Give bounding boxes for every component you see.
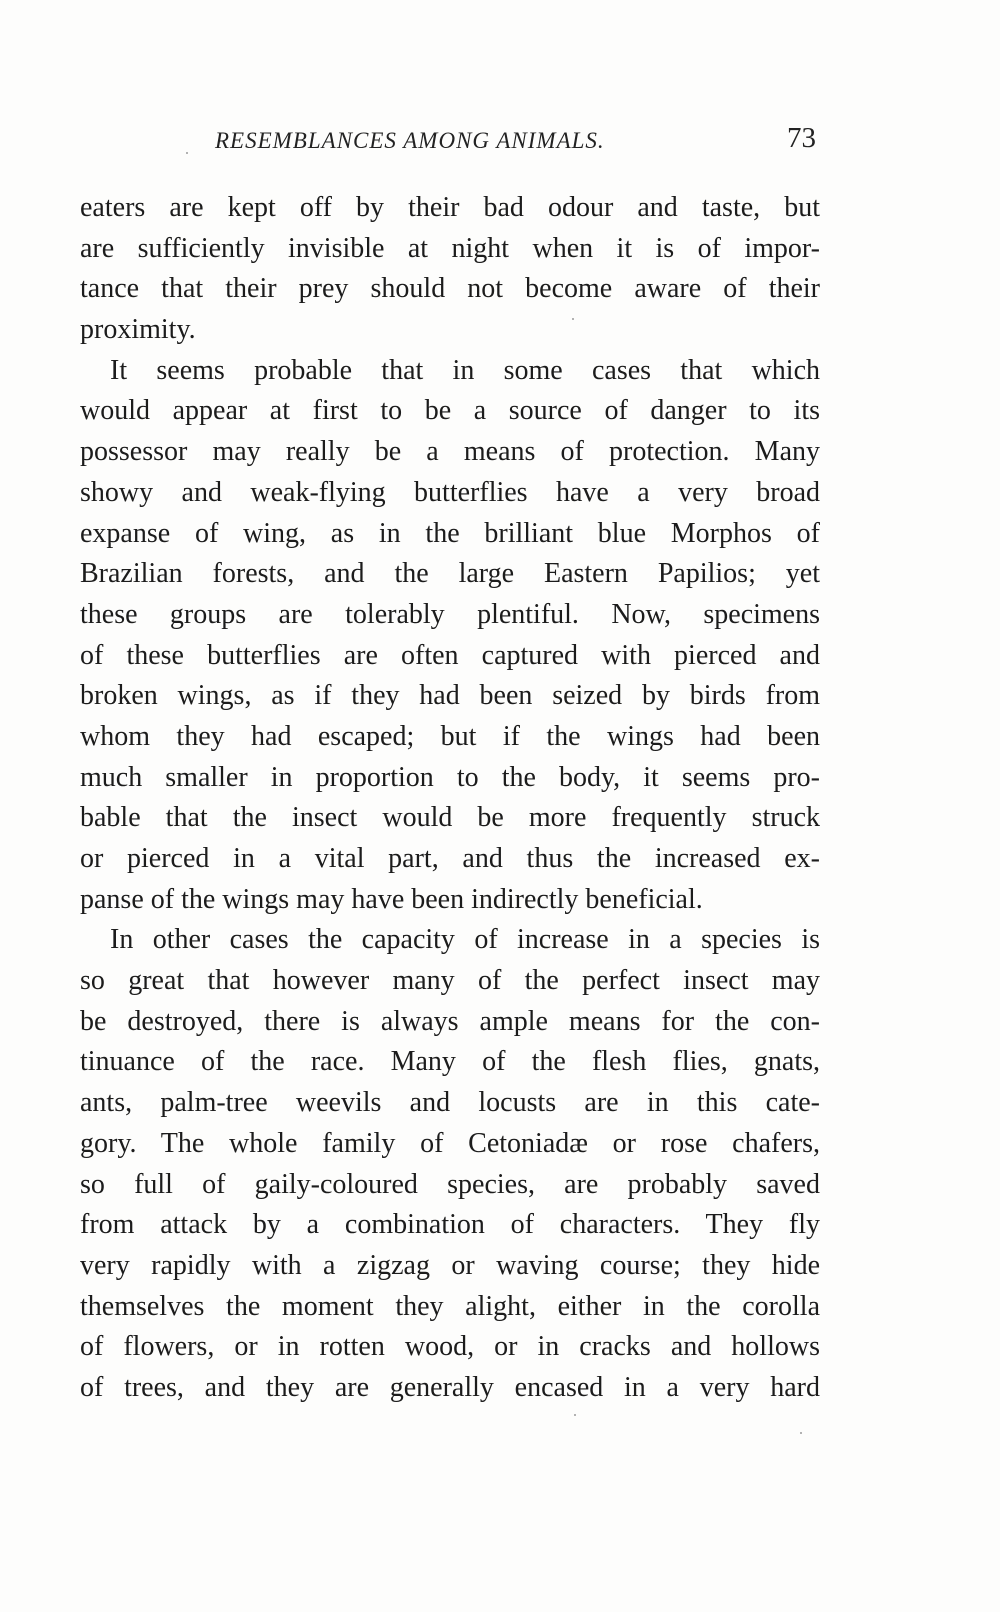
text-line: be destroyed, there is always ample means for the con-	[80, 1005, 820, 1037]
page-number: 73	[787, 122, 816, 154]
text-line: much smaller in proportion to the body, it seems pro-	[80, 761, 820, 793]
text-line: or pierced in a vital part, and thus the increased ex-	[80, 843, 820, 874]
text-line: these groups are tolerably plentiful. Now, specimens	[80, 598, 820, 630]
text-line: so full of gaily-coloured species, are probably saved	[80, 1168, 820, 1200]
text-line: showy and weak-flying butterflies have a very broad	[80, 476, 820, 508]
text-line: proximity.	[80, 314, 196, 346]
text-line: of these butterflies are often captured with pierced and	[80, 639, 820, 671]
text-line: broken wings, as if they had been seized by birds from	[80, 680, 820, 712]
text-line: so great that however many of the perfect insect may	[80, 965, 820, 997]
text-line: very rapidly with a zigzag or waving course; they hide	[80, 1249, 820, 1281]
text-line: In other cases the capacity of increase in a species is	[110, 924, 820, 956]
text-line: ants, palm-tree weevils and locusts are in this cate-	[80, 1087, 820, 1119]
body-text	[80, 188, 820, 1409]
text-line: would appear at first to be a source of danger to its	[80, 395, 820, 427]
paper-speck	[572, 318, 574, 320]
text-line: are sufficiently invisible at night when it is of impor-	[80, 232, 820, 264]
text-line: gory. The whole family of Cetoniadæ or rose chafers,	[80, 1127, 820, 1159]
text-line: possessor may really be a means of protection. Many	[80, 436, 820, 468]
text-line: tinuance of the race. Many of the flesh flies, gnats,	[80, 1046, 820, 1078]
text-line: Brazilian forests, and the large Eastern Papilios; yet	[80, 558, 820, 590]
text-line: bable that the insect would be more frequently struck	[80, 802, 820, 834]
text-line: tance that their prey should not become aware of their	[80, 273, 820, 305]
text-line: of trees, and they are generally encased in a very hard	[80, 1371, 820, 1403]
running-head	[80, 122, 820, 162]
text-line: panse of the wings may have been indirectly beneficial.	[80, 883, 703, 915]
text-line: whom they had escaped; but if the wings had been	[80, 720, 820, 752]
text-line: of flowers, or in rotten wood, or in cracks and hollows	[80, 1331, 820, 1363]
paper-speck	[800, 1432, 802, 1434]
text-line: expanse of wing, as in the brilliant blue Morphos of	[80, 517, 820, 549]
text-line: eaters are kept off by their bad odour and taste, but	[80, 192, 820, 223]
paper-speck	[186, 152, 188, 154]
text-line: from attack by a combination of characters. They fly	[80, 1209, 820, 1241]
text-line: themselves the moment they alight, either in the corolla	[80, 1290, 820, 1322]
paper-speck	[574, 1414, 576, 1416]
text-line: It seems probable that in some cases that which	[110, 354, 820, 386]
running-title: RESEMBLANCES AMONG ANIMALS.	[215, 128, 605, 153]
